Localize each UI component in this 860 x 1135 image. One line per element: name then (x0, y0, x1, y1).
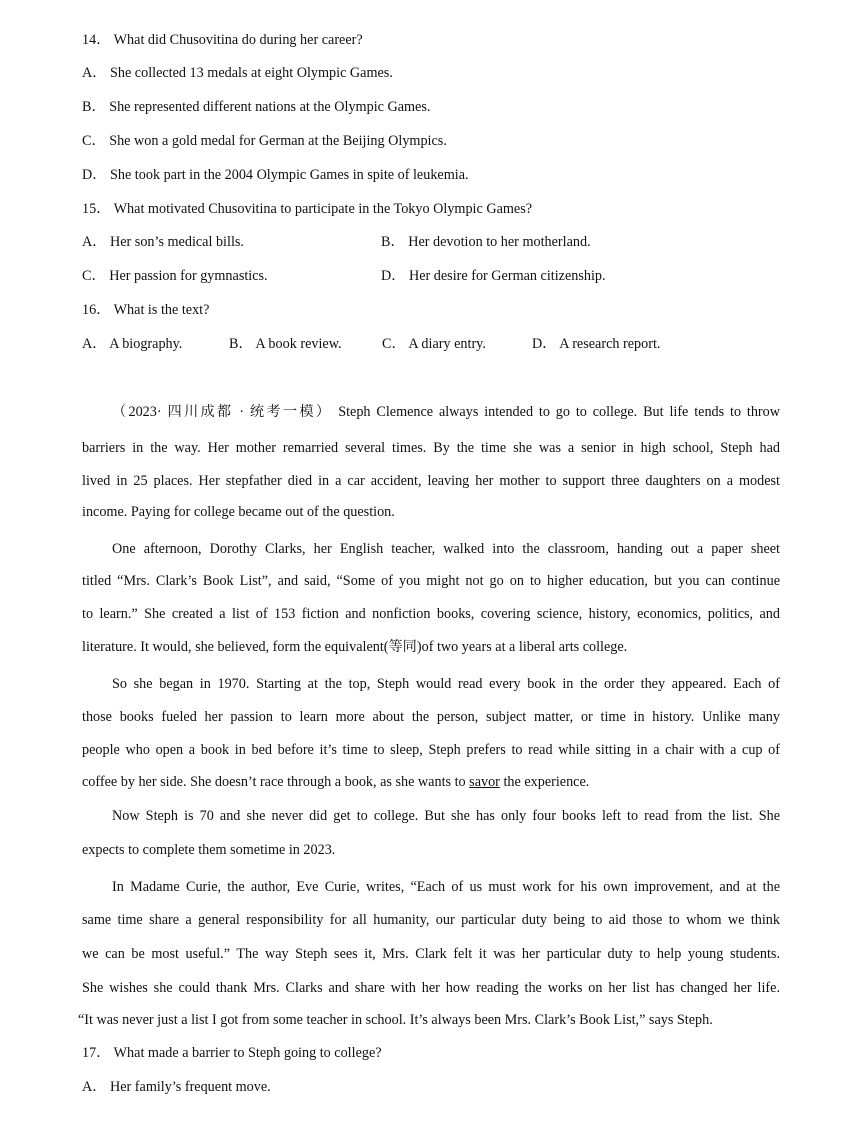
question-17-stem: 17． What made a barrier to Steph going to college? (82, 1045, 382, 1061)
question-14-option-c: C． She won a gold medal for German at the Beijing Olympics. (82, 133, 447, 149)
passage-line (82, 772, 780, 792)
passage-text: coffee by her side. She doesn’t race through a book, as she wants to (82, 774, 470, 790)
passage-line: people who open a book in bed before it’s time to sleep, Steph prefers to read while sitting in a chair with a cup of (82, 742, 780, 758)
question-14-option-d: D． She took part in the 2004 Olympic Games in spite of leukemia. (82, 167, 469, 183)
question-16-option-c: C． A diary entry. (382, 336, 486, 352)
passage-text: the experience. (499, 774, 590, 790)
passage-line: we can be most useful.” The way Steph sees it, Mrs. Clark felt it was her particular duty to help young students. (82, 946, 780, 962)
question-15-stem: 15． What motivated Chusovitina to participate in the Tokyo Olympic Games? (82, 201, 533, 217)
passage-line: same time share a general responsibility for all humanity, our particular duty being to aid those to whom we think (82, 912, 780, 928)
question-17-option-a: A． Her family’s frequent move. (82, 1079, 271, 1095)
question-14-option-a: A． She collected 13 medals at eight Olympic Games. (82, 65, 393, 81)
passage-line: titled “Mrs. Clark’s Book List”, and said, “Some of you might not go on to higher education, but you can continue (82, 573, 780, 589)
passage-line: expects to complete them sometime in 2023. (82, 842, 336, 858)
question-16-option-d: D． A research report. (532, 336, 661, 352)
passage-line: income. Paying for college became out of the question. (82, 504, 395, 520)
passage-line: barriers in the way. Her mother remarried several times. By the time she was a senior in high school, Steph had (82, 440, 780, 456)
question-16-option-a: A． A biography. (82, 336, 183, 352)
question-15-option-d: D． Her desire for German citizenship. (381, 268, 606, 284)
passage-line: to learn.” She created a list of 153 fiction and nonfiction books, covering science, history, economics, politics, and (82, 606, 780, 622)
passage-line: So she began in 1970. Starting at the top, Steph would read every book in the order they appeared. Each of (112, 676, 780, 692)
question-15-option-b: B． Her devotion to her motherland. (381, 234, 591, 250)
passage-line: In Madame Curie, the author, Eve Curie, writes, “Each of us must work for his own improvement, and at the (112, 879, 780, 895)
passage-line: She wishes she could thank Mrs. Clarks and share with her how reading the works on her list has changed her life. (82, 980, 780, 996)
passage-line: Now Steph is 70 and she never did get to college. But she has only four books left to read from the list. She (112, 808, 780, 824)
underlined-word: savor (469, 774, 500, 790)
question-16-stem: 16． What is the text? (82, 302, 210, 318)
question-16-option-b: B． A book review. (229, 336, 342, 352)
passage-line: lived in 25 places. Her stepfather died in a car accident, leaving her mother to support three daughters on a modest (82, 473, 780, 489)
passage-line: （2023· 四川成都 · 统考一模） Steph Clemence always intended to go to college. But life tends to throw (112, 404, 780, 420)
passage-line: One afternoon, Dorothy Clarks, her English teacher, walked into the classroom, handing out a paper sheet (112, 541, 780, 557)
question-15-option-a: A． Her son’s medical bills. (82, 234, 244, 250)
passage-line: those books fueled her passion to learn more about the person, subject matter, or time in history. Unlike many (82, 709, 780, 725)
question-14-option-b: B． She represented different nations at the Olympic Games. (82, 99, 431, 115)
passage-line: literature. It would, she believed, form the equivalent(等同)of two years at a liberal arts college. (82, 639, 628, 655)
question-14-stem: 14． What did Chusovitina do during her career? (82, 32, 363, 48)
question-15-option-c: C． Her passion for gymnastics. (82, 268, 268, 284)
passage-line: “It was never just a list I got from some teacher in school. It’s always been Mrs. Clark’s Book List,” says Steph. (78, 1012, 713, 1028)
